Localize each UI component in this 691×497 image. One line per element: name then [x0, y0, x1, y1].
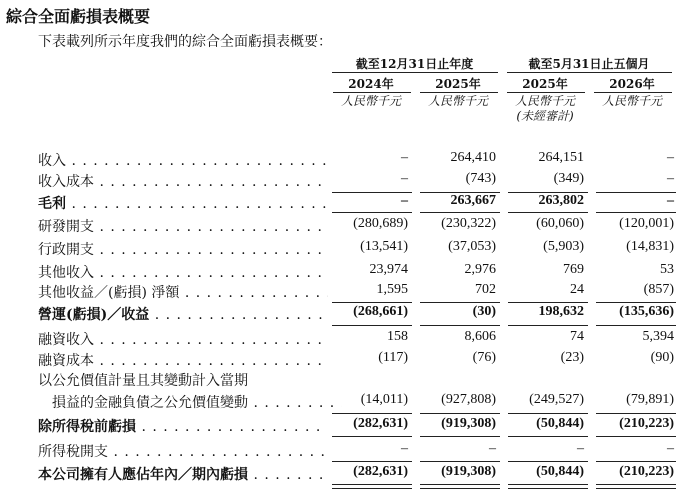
row-label: 融資成本 . . .	[38, 350, 328, 370]
cell-value: (14,831)	[626, 239, 674, 254]
cell-value: (268,661)	[353, 304, 408, 319]
table-rule	[332, 488, 412, 489]
table-rule	[508, 484, 588, 485]
cell-value: (919,308)	[441, 416, 496, 431]
cell-value: (50,844)	[536, 464, 584, 479]
table-rule	[596, 325, 676, 326]
cell-value: (135,636)	[619, 304, 674, 319]
cell-value: (60,060)	[536, 216, 584, 231]
table-rule	[420, 413, 500, 414]
cell-value: –	[667, 171, 674, 186]
cell-value: 158	[387, 329, 408, 344]
cell-value: –	[667, 150, 674, 165]
column-group-period: 截至5月31日止五個月	[528, 57, 650, 71]
unit-label: 人民幣千元	[601, 94, 662, 108]
cell-value: (13,541)	[360, 239, 408, 254]
unit-text: 人民幣千元	[514, 94, 575, 108]
table-rule	[508, 413, 588, 414]
row-label: 行政開支 . . .	[38, 239, 328, 259]
unaudited-note: (未經審計)	[516, 109, 574, 123]
table-rule	[332, 413, 412, 414]
year-rule	[333, 92, 411, 93]
table-rule	[420, 484, 500, 485]
cell-value: (23)	[560, 350, 584, 365]
year-rule	[420, 92, 498, 93]
cell-value: –	[667, 193, 674, 208]
row-label: 毛利 . . .	[38, 193, 328, 213]
table-rule	[596, 212, 676, 213]
cell-value: (280,689)	[353, 216, 408, 231]
table-rule	[508, 212, 588, 213]
cell-value: –	[401, 171, 408, 186]
row-label: 本公司擁有人應佔年內／期內虧損 . . .	[38, 464, 328, 484]
row-label: 除所得稅前虧損 . . .	[38, 416, 328, 436]
row-label: 收入成本 . . .	[38, 171, 328, 191]
cell-value: 8,606	[464, 329, 496, 344]
cell-value: (282,631)	[353, 416, 408, 431]
table-rule	[508, 488, 588, 489]
table-rule	[420, 302, 500, 303]
cell-value: 702	[475, 282, 496, 297]
year-header: 2025年	[522, 77, 568, 91]
unit-label: 人民幣千元	[340, 94, 401, 108]
cell-value: 2,976	[464, 262, 496, 277]
table-rule	[420, 436, 500, 437]
cell-value: 263,802	[538, 193, 584, 208]
cell-value: 263,667	[450, 193, 496, 208]
cell-value: (120,001)	[619, 216, 674, 231]
table-rule	[596, 302, 676, 303]
cell-value: (927,808)	[441, 392, 496, 407]
row-label: 研發開支 . . .	[38, 216, 328, 236]
row-label: 損益的金融負債之公允價值變動 . . .	[52, 392, 342, 412]
cell-value: –	[667, 441, 674, 456]
table-rule	[332, 212, 412, 213]
cell-value: –	[401, 441, 408, 456]
column-group-rule	[507, 72, 672, 73]
table-rule	[420, 461, 500, 462]
table-rule	[332, 302, 412, 303]
table-rule	[596, 484, 676, 485]
table-rule	[596, 413, 676, 414]
cell-value: (919,308)	[441, 464, 496, 479]
cell-value: (90)	[650, 350, 674, 365]
table-rule	[596, 461, 676, 462]
table-rule	[420, 212, 500, 213]
cell-value: 74	[570, 329, 584, 344]
table-rule	[332, 436, 412, 437]
unit-label: 人民幣千元	[427, 94, 488, 108]
cell-value: 1,595	[376, 282, 408, 297]
cell-value: (249,527)	[529, 392, 584, 407]
year-rule	[594, 92, 672, 93]
year-rule	[507, 92, 585, 93]
table-rule	[420, 192, 500, 193]
table-rule	[508, 461, 588, 462]
row-label: 收入 . . .	[38, 150, 328, 170]
table-rule	[596, 488, 676, 489]
cell-value: (79,891)	[626, 392, 674, 407]
section-title: 綜合全面虧損表概要	[6, 7, 151, 26]
table-rule	[508, 436, 588, 437]
table-rule	[332, 461, 412, 462]
cell-value: (210,223)	[619, 464, 674, 479]
year-header: 2026年	[609, 77, 655, 91]
row-label: 以公允價值計量且其變動計入當期	[38, 373, 248, 389]
table-rule	[508, 325, 588, 326]
cell-value: –	[577, 441, 584, 456]
row-label: 其他收益／(虧損) 淨額 . . .	[38, 282, 328, 302]
cell-value: 5,394	[642, 329, 674, 344]
table-rule	[508, 192, 588, 193]
cell-value: 198,632	[538, 304, 584, 319]
table-rule	[420, 325, 500, 326]
cell-value: (37,053)	[448, 239, 496, 254]
cell-value: (14,011)	[360, 392, 408, 407]
row-label: 營運(虧損)／收益 . . .	[38, 304, 328, 324]
cell-value: (117)	[378, 350, 408, 365]
cell-value: –	[401, 193, 408, 208]
table-rule	[332, 192, 412, 193]
cell-value: (743)	[465, 171, 496, 186]
year-header: 2024年	[348, 77, 394, 91]
cell-value: (30)	[472, 304, 496, 319]
cell-value: 264,410	[450, 150, 496, 165]
cell-value: –	[401, 150, 408, 165]
cell-value: (282,631)	[353, 464, 408, 479]
row-label: 所得稅開支 . . .	[38, 441, 328, 461]
table-rule	[596, 192, 676, 193]
table-rule	[596, 436, 676, 437]
cell-value: –	[489, 441, 496, 456]
table-rule	[332, 325, 412, 326]
unit-label	[505, 94, 585, 124]
table-rule	[332, 484, 412, 485]
cell-value: 769	[563, 262, 584, 277]
cell-value: 23,974	[369, 262, 408, 277]
cell-value: 53	[660, 262, 674, 277]
column-group-year: 截至12月31日止年度	[355, 57, 474, 71]
row-label: 其他收入 . . .	[38, 262, 328, 282]
cell-value: (857)	[643, 282, 674, 297]
cell-value: (349)	[553, 171, 584, 186]
cell-value: (230,322)	[441, 216, 496, 231]
cell-value: (50,844)	[536, 416, 584, 431]
column-group-rule	[332, 72, 498, 73]
intro-text: 下表載列所示年度我們的綜合全面虧損表概要：	[38, 34, 332, 50]
year-header: 2025年	[435, 77, 481, 91]
cell-value: (76)	[472, 350, 496, 365]
cell-value: 264,151	[538, 150, 584, 165]
cell-value: 24	[570, 282, 584, 297]
cell-value: (5,903)	[543, 239, 584, 254]
table-rule	[420, 488, 500, 489]
row-label: 融資收入 . . .	[38, 329, 328, 349]
table-rule	[508, 302, 588, 303]
cell-value: (210,223)	[619, 416, 674, 431]
